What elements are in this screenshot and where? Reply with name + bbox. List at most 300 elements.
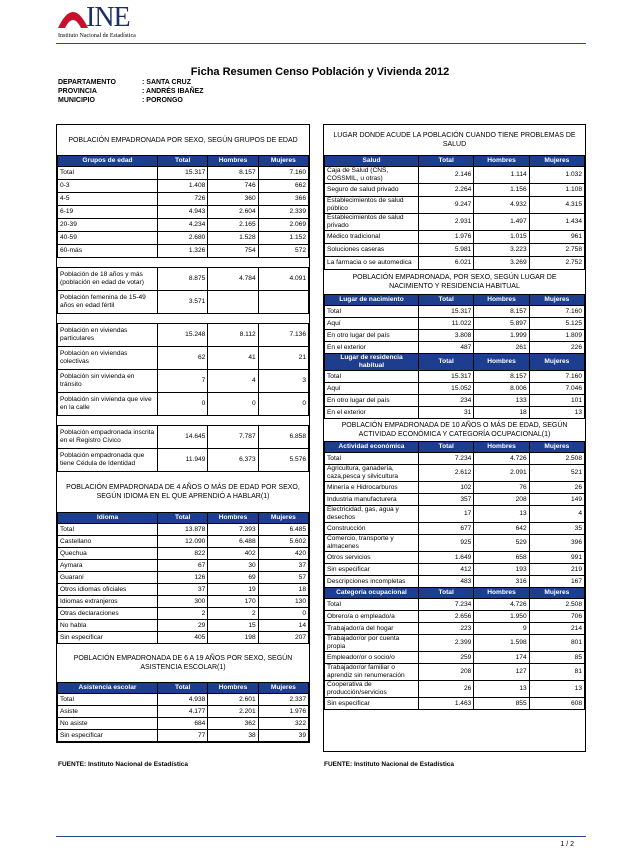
cell-value: 2 (158, 608, 208, 620)
row-label: Industria manufacturera (325, 494, 419, 506)
row-label: Aymara (58, 560, 158, 572)
cell-value: 483 (419, 576, 474, 588)
column-header: Actividad económica (325, 442, 419, 453)
logo-text: INE (86, 2, 130, 33)
cell-value: 69 (208, 572, 258, 584)
footer-rule (56, 836, 586, 837)
table-row (325, 318, 585, 330)
table-row (58, 180, 309, 193)
cell-value: 572 (258, 245, 308, 258)
logo-subtitle: Instituto Nacional de Estadística (58, 33, 136, 39)
cell-value: 3.223 (474, 244, 529, 257)
table-row (58, 608, 309, 620)
cell-value: 5.897 (474, 318, 529, 330)
table-row (325, 453, 585, 465)
cell-value: 18 (474, 407, 529, 419)
cell-value: 0 (258, 608, 308, 620)
table-row (325, 407, 585, 419)
cell-value: 2.146 (419, 167, 474, 184)
column-header: Categoría ocupacional (325, 588, 419, 599)
table-economic-activity (324, 441, 585, 710)
cell-value: 15.317 (158, 167, 208, 180)
section-title-birthplace: POBLACIÓN EMPADRONADA, POR SEXO, SEGÚN LUGAR DE NACIMIENTO Y RESIDENCIA HABITUAL (352, 274, 557, 290)
cell-value: 6.858 (258, 426, 308, 449)
row-label: 40-59 (58, 232, 158, 245)
table-row (325, 552, 585, 564)
cell-value: 149 (529, 494, 584, 506)
row-label: En otro lugar del país (325, 395, 419, 407)
column-header: Hombres (208, 156, 258, 167)
table-row (58, 524, 309, 536)
cell-value: 4.932 (474, 197, 529, 214)
table-row (325, 523, 585, 535)
cell-value: 662 (258, 180, 308, 193)
cell-value: 7.234 (419, 453, 474, 465)
row-label: Otros idiomas oficiales (58, 584, 158, 596)
cell-value: 234 (419, 395, 474, 407)
cell-value: 1.809 (529, 330, 584, 342)
table-row (325, 383, 585, 395)
column-header: Mujeres (529, 354, 584, 371)
row-label: Población en viviendas particulares (58, 324, 158, 347)
row-label: Seguro de salud privado (325, 184, 419, 197)
row-label: Sin especificar (58, 730, 158, 742)
table-row (325, 535, 585, 552)
table-row (58, 620, 309, 632)
cell-value: 1.152 (258, 232, 308, 245)
row-label: En el exterior (325, 342, 419, 354)
cell-value: 85 (529, 652, 584, 664)
cell-value: 259 (419, 652, 474, 664)
cell-value: 41 (208, 347, 258, 370)
table-row (58, 291, 309, 314)
cell-value: 801 (529, 635, 584, 652)
cell-value: 15 (208, 620, 258, 632)
cell-value: 822 (158, 548, 208, 560)
row-label: Total (325, 453, 419, 465)
cell-value: 8.875 (158, 268, 208, 291)
cell-value: 2.069 (258, 219, 308, 232)
cell-value: 13 (529, 407, 584, 419)
table-row (325, 197, 585, 214)
cell-value: 1.114 (474, 167, 529, 184)
cell-value: 37 (258, 560, 308, 572)
table-row (325, 698, 585, 710)
table-row (325, 506, 585, 523)
cell-value: 5.602 (258, 536, 308, 548)
cell-value: 706 (529, 611, 584, 623)
cell-value: 0 (208, 393, 258, 416)
cell-value: 8.157 (208, 167, 258, 180)
column-header: Idioma (58, 513, 158, 524)
table-registry (57, 425, 309, 472)
cell-value: 5.125 (529, 318, 584, 330)
cell-value: 1.999 (474, 330, 529, 342)
cell-value: 1.015 (474, 231, 529, 244)
column-header: Total (419, 354, 474, 371)
cell-value: 5.981 (419, 244, 474, 257)
row-label: Total (58, 524, 158, 536)
section-title-age: POBLACIÓN EMPADRONADA POR SEXO, SEGÚN GRUPOS DE EDAD (68, 136, 298, 144)
cell-value: 13 (474, 681, 529, 698)
table-row (325, 167, 585, 184)
column-header: Asistencia escolar (58, 683, 158, 694)
cell-value: 17 (419, 506, 474, 523)
cell-value: 3.808 (419, 330, 474, 342)
table-row (58, 393, 309, 416)
table-voting-fertile (57, 267, 309, 314)
table-row (58, 694, 309, 706)
column-header: Total (158, 683, 208, 694)
cell-value: 14.645 (158, 426, 208, 449)
column-header: Total (158, 156, 208, 167)
column-header: Hombres (208, 683, 258, 694)
source-right: FUENTE: Instituto Nacional de Estadística (324, 761, 455, 768)
cell-value: 4.943 (158, 206, 208, 219)
cell-value: 208 (419, 664, 474, 681)
cell-value: 925 (419, 535, 474, 552)
row-label: Total (325, 371, 419, 383)
table-row (58, 572, 309, 584)
row-label: Idiomas extranjeros (58, 596, 158, 608)
column-header: Hombres (474, 295, 529, 306)
cell-value: 15.317 (419, 371, 474, 383)
cell-value: 81 (529, 664, 584, 681)
row-label: 60-más (58, 245, 158, 258)
cell-value: 405 (158, 632, 208, 644)
column-header: Grupos de edad (58, 156, 158, 167)
cell-value: 1.950 (474, 611, 529, 623)
cell-value: 208 (474, 494, 529, 506)
table-row (325, 244, 585, 257)
row-label: Castellano (58, 536, 158, 548)
column-header: Mujeres (529, 588, 584, 599)
cell-value: 198 (208, 632, 258, 644)
cell-value: 35 (529, 523, 584, 535)
row-label: Agricultura, ganadería, caza,pesca y silvicultura (325, 465, 419, 482)
page-title: Ficha Resumen Censo Población y Vivienda 2012 (190, 66, 450, 78)
cell-value: 0 (158, 393, 208, 416)
table-row (58, 730, 309, 742)
cell-value: 38 (208, 730, 258, 742)
table-school-attendance (57, 682, 309, 742)
table-row (58, 584, 309, 596)
cell-value: 684 (158, 718, 208, 730)
section-title-health: LUGAR DONDE ACUDE LA POBLACIÓN CUANDO TIENE PROBLEMAS DE SALUD (333, 132, 576, 148)
cell-value: 658 (474, 552, 529, 564)
cell-value: 402 (208, 548, 258, 560)
column-header: Hombres (474, 442, 529, 453)
meta-row: MUNICIPIO : PORONGO (58, 97, 183, 104)
table-row (325, 257, 585, 270)
cell-value: 5.576 (258, 449, 308, 472)
cell-value: 4.315 (529, 197, 584, 214)
column-header: Mujeres (258, 683, 308, 694)
row-label: Aquí (325, 318, 419, 330)
cell-value: 133 (474, 395, 529, 407)
row-label: Población sin vivienda que vive en la calle (58, 393, 158, 416)
row-label: No habla (58, 620, 158, 632)
table-age-groups (57, 155, 309, 258)
row-label: 6-19 (58, 206, 158, 219)
row-label: En otro lugar del país (325, 330, 419, 342)
column-header: Mujeres (258, 156, 308, 167)
table-row (58, 596, 309, 608)
cell-value: 362 (208, 718, 258, 730)
cell-value: 2.656 (419, 611, 474, 623)
cell-value: 4 (529, 506, 584, 523)
cell-value: 1.156 (474, 184, 529, 197)
cell-value: 126 (158, 572, 208, 584)
column-header: Mujeres (529, 156, 584, 167)
cell-value: 360 (208, 193, 258, 206)
column-header: Total (419, 588, 474, 599)
cell-value: 6.488 (208, 536, 258, 548)
cell-value: 29 (158, 620, 208, 632)
cell-value: 8.006 (474, 383, 529, 395)
cell-value: 7.160 (258, 167, 308, 180)
cell-value: 2.601 (208, 694, 258, 706)
table-row (325, 482, 585, 494)
cell-value: 3 (258, 370, 308, 393)
cell-value: 7.234 (419, 599, 474, 611)
table-row (325, 184, 585, 197)
cell-value: 642 (474, 523, 529, 535)
column-header: Total (419, 156, 474, 167)
cell-value: 127 (474, 664, 529, 681)
cell-value: 961 (529, 231, 584, 244)
cell-value: 2.201 (208, 706, 258, 718)
cell-value: 487 (419, 342, 474, 354)
cell-value: 300 (158, 596, 208, 608)
cell-value: 2.680 (158, 232, 208, 245)
table-birthplace (324, 294, 585, 419)
cell-value: 4.726 (474, 453, 529, 465)
cell-value: 726 (158, 193, 208, 206)
cell-value: 2.508 (529, 599, 584, 611)
column-header: Total (419, 295, 474, 306)
cell-value: 7.046 (529, 383, 584, 395)
table-row (325, 231, 585, 244)
table-row (325, 371, 585, 383)
row-label: Empleador/or o socio/o (325, 652, 419, 664)
table-row (325, 664, 585, 681)
row-label: Asiste (58, 706, 158, 718)
cell-value: 174 (474, 652, 529, 664)
table-row (325, 652, 585, 664)
cell-value: 13 (474, 506, 529, 523)
row-label: Quechua (58, 548, 158, 560)
table-row (58, 706, 309, 718)
cell-value: 1.032 (529, 167, 584, 184)
row-label: Soluciones caseras (325, 244, 419, 257)
table-row (325, 681, 585, 698)
cell-value: 8.112 (208, 324, 258, 347)
column-header: Hombres (474, 588, 529, 599)
cell-value: 11.949 (158, 449, 208, 472)
table-row (58, 219, 309, 232)
cell-value: 2.752 (529, 257, 584, 270)
row-label: 0-3 (58, 180, 158, 193)
column-header: Salud (325, 156, 419, 167)
table-row (58, 536, 309, 548)
cell-value: 420 (258, 548, 308, 560)
meta-row: DEPARTAMENTO : SANTA CRUZ (58, 79, 191, 86)
row-label: Sin especificar (58, 632, 158, 644)
cell-value: 4.938 (158, 694, 208, 706)
cell-value: 3.571 (158, 291, 208, 314)
row-label: Total (58, 694, 158, 706)
row-label: Obrero/a o empleado/a (325, 611, 419, 623)
column-header: Hombres (474, 156, 529, 167)
table-row (325, 330, 585, 342)
cell-value: 219 (529, 564, 584, 576)
cell-value: 2.604 (208, 206, 258, 219)
cell-value: 21 (258, 347, 308, 370)
cell-value: 2 (208, 608, 258, 620)
row-label: Minería e Hidrocarburos (325, 482, 419, 494)
cell-value: 8.157 (474, 306, 529, 318)
cell-value: 37 (158, 584, 208, 596)
row-label: Construcción (325, 523, 419, 535)
table-row (58, 426, 309, 449)
cell-value: 11.022 (419, 318, 474, 330)
row-label: Sin especificar (325, 698, 419, 710)
cell-value: 9 (474, 623, 529, 635)
cell-value: 77 (158, 730, 208, 742)
cell-value: 13 (529, 681, 584, 698)
row-label: Caja de Salud (CNS, COSSMIL, u otras) (325, 167, 419, 184)
table-row (325, 623, 585, 635)
cell-value: 7 (158, 370, 208, 393)
cell-value: 608 (529, 698, 584, 710)
table-language (57, 512, 309, 644)
cell-value: 1.528 (208, 232, 258, 245)
row-label: Población sin vivienda en tránsito (58, 370, 158, 393)
cell-value: 322 (258, 718, 308, 730)
table-row (325, 635, 585, 652)
cell-value: 0 (258, 393, 308, 416)
cell-value: 15.248 (158, 324, 208, 347)
table-row (58, 245, 309, 258)
cell-value: 4.726 (474, 599, 529, 611)
cell-value: 30 (208, 560, 258, 572)
cell-value: 226 (529, 342, 584, 354)
cell-value: 193 (474, 564, 529, 576)
table-row (325, 494, 585, 506)
cell-value: 855 (474, 698, 529, 710)
table-row (58, 718, 309, 730)
row-label: 4-5 (58, 193, 158, 206)
cell-value: 167 (529, 576, 584, 588)
cell-value: 357 (419, 494, 474, 506)
cell-value: 2.339 (258, 206, 308, 219)
cell-value: 1.326 (158, 245, 208, 258)
cell-value: 521 (529, 465, 584, 482)
location-meta (58, 78, 204, 105)
cell-value: 130 (258, 596, 308, 608)
cell-value: 2.337 (258, 694, 308, 706)
cell-value: 3.269 (474, 257, 529, 270)
header-rule (56, 43, 586, 44)
row-label: Población empadronada que tiene Cédula de Identidad (58, 449, 158, 472)
cell-value: 2.165 (208, 219, 258, 232)
table-row (58, 548, 309, 560)
cell-value: 2.091 (474, 465, 529, 482)
table-row (325, 214, 585, 231)
cell-value: 7.136 (258, 324, 308, 347)
cell-value: 991 (529, 552, 584, 564)
row-label: Establecimientos de salud privado (325, 214, 419, 231)
table-row (325, 306, 585, 318)
row-label: Población de 18 años y más (población en edad de votar) (58, 268, 158, 291)
cell-value: 2.612 (419, 465, 474, 482)
cell-value: 7.787 (208, 426, 258, 449)
table-row (58, 167, 309, 180)
column-header: Mujeres (529, 442, 584, 453)
cell-value: 746 (208, 180, 258, 193)
row-label: Aquí (325, 383, 419, 395)
cell-value: 12.090 (158, 536, 208, 548)
table-row (58, 324, 309, 347)
row-label: Población femenina de 15-49 años en edad fértil (58, 291, 158, 314)
column-header: Hombres (208, 513, 258, 524)
cell-value: 1.598 (474, 635, 529, 652)
cell-value: 4.091 (258, 268, 308, 291)
cell-value: 1.976 (258, 706, 308, 718)
cell-value: 4 (208, 370, 258, 393)
cell-value: 67 (158, 560, 208, 572)
cell-value: 1.649 (419, 552, 474, 564)
cell-value: 316 (474, 576, 529, 588)
cell-value: 7.160 (529, 371, 584, 383)
column-header: Lugar de nacimiento (325, 295, 419, 306)
row-label: Total (325, 306, 419, 318)
row-label: No asiste (58, 718, 158, 730)
cell-value: 9.247 (419, 197, 474, 214)
row-label: Otras declaraciones (58, 608, 158, 620)
row-label: Población empadronada inscrita en el Registro Cívico (58, 426, 158, 449)
cell-value: 1.497 (474, 214, 529, 231)
cell-value: 412 (419, 564, 474, 576)
cell-value: 1.434 (529, 214, 584, 231)
row-label: Trabajador/or familiar o aprendiz sin renumeración (325, 664, 419, 681)
table-row (58, 268, 309, 291)
cell-value: 57 (258, 572, 308, 584)
row-label: Trabajador/or por cuenta propia (325, 635, 419, 652)
cell-value: 4.784 (208, 268, 258, 291)
column-header: Total (419, 442, 474, 453)
cell-value: 7.393 (208, 524, 258, 536)
row-label: Cooperativa de producción/servicios (325, 681, 419, 698)
column-header: Mujeres (529, 295, 584, 306)
section-title-economic: POBLACIÓN EMPADRONADA DE 10 AÑOS O MÁS DE EDAD, SEGÚN ACTIVIDAD ECONÓMICA Y CATEGORÍA OCUPACIONAL(1) (341, 422, 568, 438)
column-header: Hombres (474, 354, 529, 371)
table-health (324, 155, 585, 270)
table-row (58, 193, 309, 206)
right-panel (323, 124, 586, 752)
table-row (325, 599, 585, 611)
table-row (325, 611, 585, 623)
table-row (58, 232, 309, 245)
table-dwelling (57, 323, 309, 416)
table-row (58, 632, 309, 644)
cell-value: 4.177 (158, 706, 208, 718)
table-row (325, 395, 585, 407)
cell-value: 6.485 (258, 524, 308, 536)
row-label: Médico tradicional (325, 231, 419, 244)
row-label: Población en viviendas colectivas (58, 347, 158, 370)
